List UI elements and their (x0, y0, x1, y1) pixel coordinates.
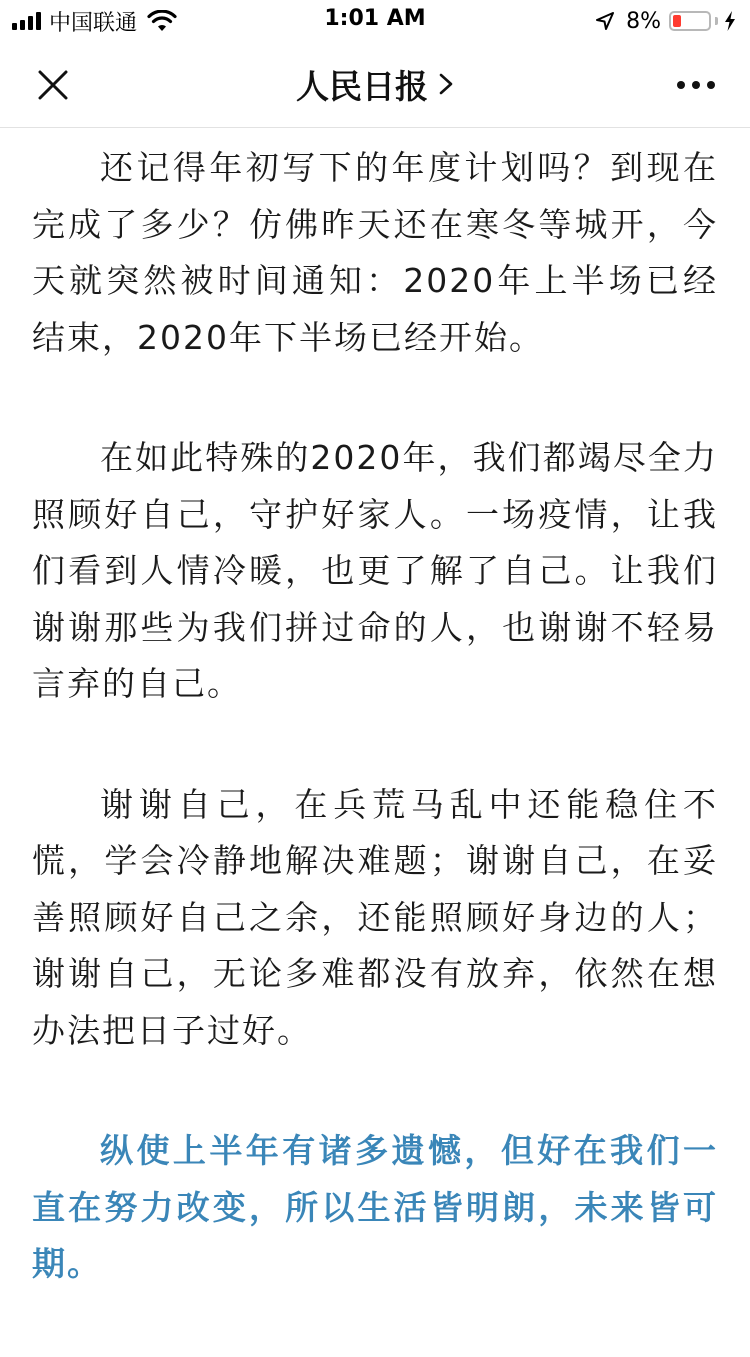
status-bar (0, 0, 750, 40)
location-icon (596, 12, 614, 30)
status-right (596, 7, 736, 35)
carrier-label: 中国联通 (49, 10, 138, 36)
status-time: 1:01 AM (324, 6, 426, 31)
nav-bar (0, 40, 750, 128)
article-paragraph: 还记得年初写下的年度计划吗？到现在完成了多少？仿佛昨天还在寒冬等城开，今天就突然被时间通知：2020年上半场已经结束，2020年下半场已经开始。 (32, 148, 718, 357)
more-dots-icon (676, 80, 716, 90)
page-title: 人民日报 (296, 66, 428, 106)
chevron-right-icon (438, 72, 454, 96)
article-highlight-paragraph: 纵使上半年有诸多遗憾，但好在我们一直在努力改变，所以生活皆明朗，未来皆可期。 (32, 1131, 718, 1283)
charging-bolt-icon (724, 11, 736, 31)
battery-nub (715, 17, 718, 25)
article-paragraph: 谢谢自己，在兵荒马乱中还能稳住不慌，学会冷静地解决难题；谢谢自己，在妥善照顾好自己之余，还能照顾好身边的人；谢谢自己，无论多难都没有放弃，依然在想办法把日子过好。 (32, 784, 718, 1050)
article-paragraph: 在如此特殊的2020年，我们都竭尽全力照顾好自己，守护好家人。一场疫情，让我们看到人情冷暖，也更了解了自己。让我们谢谢那些为我们拼过命的人，也谢谢不轻易言弃的自己。 (32, 438, 718, 703)
more-button[interactable] (672, 62, 720, 108)
battery-icon (669, 11, 711, 31)
account-title-link[interactable] (0, 40, 750, 128)
battery-level-fill (673, 15, 681, 27)
article-body (32, 140, 718, 1357)
battery-percent: 8% (626, 8, 661, 34)
